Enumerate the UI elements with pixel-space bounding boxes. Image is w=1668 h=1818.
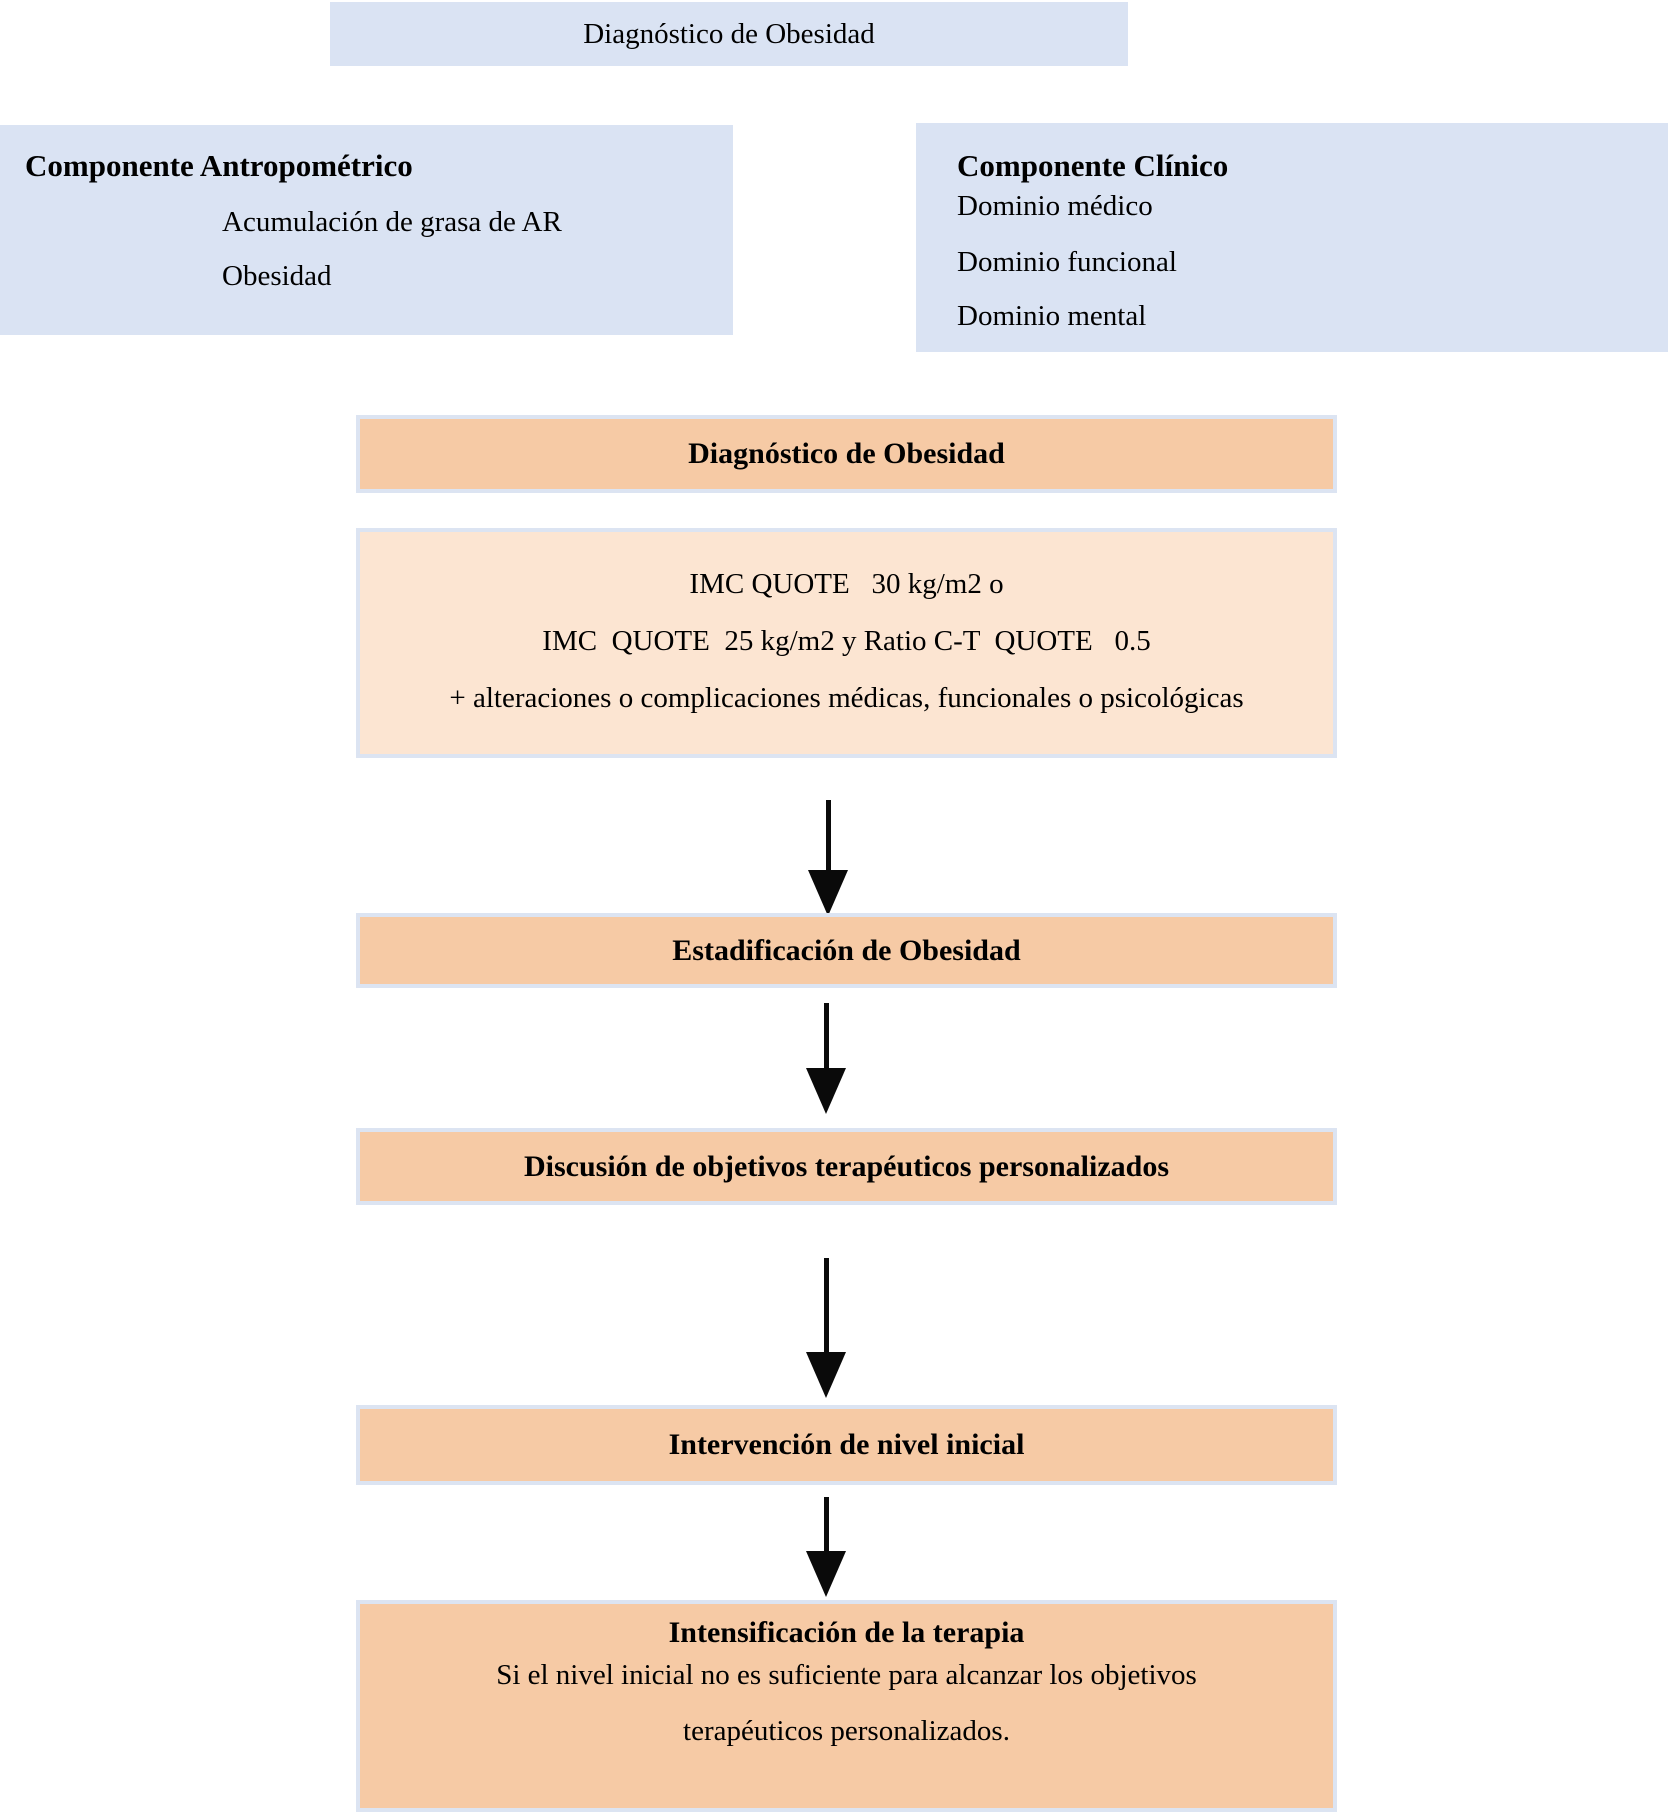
down-arrow-3 bbox=[806, 1258, 846, 1398]
arrow-head-icon bbox=[806, 1551, 846, 1597]
clinical-item-mental-domain: Dominio mental bbox=[957, 300, 1147, 332]
intensification-line-2: terapéuticos personalizados. bbox=[683, 1715, 1010, 1747]
diagnosis-criteria-box bbox=[356, 528, 1337, 758]
arrow-head-icon bbox=[806, 1352, 846, 1398]
criteria-line-bmi-25-ratio: IMC QUOTE 25 kg/m2 y Ratio C-T QUOTE 0.5 bbox=[542, 625, 1151, 657]
anthropometric-item-obesity: Obesidad bbox=[222, 260, 332, 292]
staging-box bbox=[356, 913, 1337, 988]
down-arrow-1 bbox=[808, 800, 848, 916]
top-title-box bbox=[330, 2, 1128, 66]
anthropometric-component-box bbox=[0, 125, 733, 335]
staging-label: Estadificación de Obesidad bbox=[672, 933, 1021, 967]
therapeutic-goals-box bbox=[356, 1128, 1337, 1205]
diagnosis-header-label: Diagnóstico de Obesidad bbox=[688, 437, 1005, 470]
clinical-item-functional-domain: Dominio funcional bbox=[957, 246, 1177, 278]
arrow-shaft bbox=[826, 800, 831, 872]
arrow-shaft bbox=[824, 1003, 829, 1070]
diagnosis-header-box bbox=[356, 415, 1337, 493]
intensification-line-1: Si el nivel inicial no es suficiente para alcanzar los objetivos bbox=[496, 1659, 1197, 1691]
arrow-head-icon bbox=[808, 870, 848, 916]
therapeutic-goals-label: Discusión de objetivos terapéuticos personalizados bbox=[524, 1149, 1169, 1183]
top-title-label: Diagnóstico de Obesidad bbox=[583, 18, 875, 50]
clinical-component-box bbox=[916, 123, 1668, 352]
arrow-shaft bbox=[824, 1258, 829, 1354]
anthropometric-item-fat-accumulation: Acumulación de grasa de AR bbox=[222, 206, 562, 238]
down-arrow-4 bbox=[806, 1497, 846, 1597]
clinical-title: Componente Clínico bbox=[957, 148, 1229, 183]
initial-intervention-box bbox=[356, 1405, 1337, 1485]
anthropometric-title: Componente Antropométrico bbox=[25, 148, 413, 183]
arrow-shaft bbox=[824, 1497, 829, 1553]
intensification-title: Intensificación de la terapia bbox=[668, 1616, 1025, 1649]
initial-intervention-label: Intervención de nivel inicial bbox=[668, 1428, 1025, 1461]
down-arrow-2 bbox=[806, 1003, 846, 1114]
therapy-intensification-box bbox=[356, 1600, 1337, 1812]
criteria-line-complications: + alteraciones o complicaciones médicas, funcionales o psicológicas bbox=[449, 682, 1244, 714]
arrow-head-icon bbox=[806, 1068, 846, 1114]
criteria-line-bmi-30: IMC QUOTE 30 kg/m2 o bbox=[689, 568, 1004, 600]
clinical-item-medical-domain: Dominio médico bbox=[957, 190, 1153, 222]
